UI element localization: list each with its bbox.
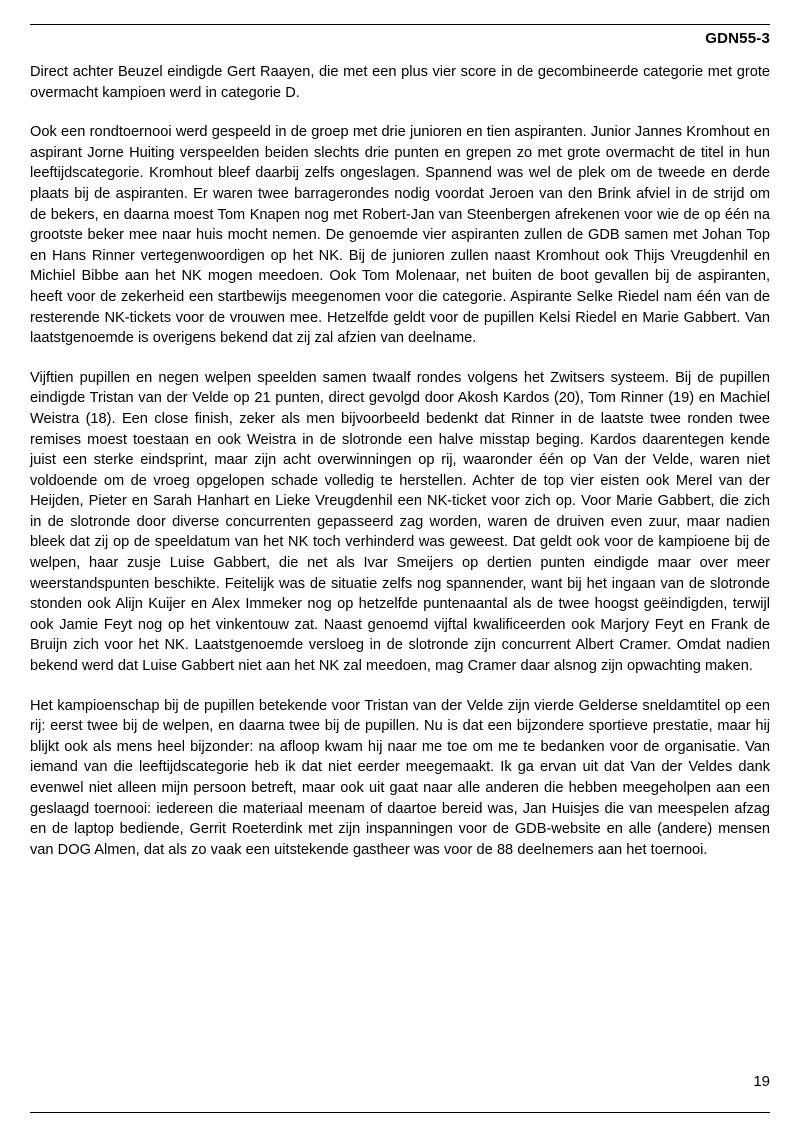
page-number: 19 — [753, 1073, 770, 1090]
header-divider — [30, 24, 770, 25]
body-paragraph: Het kampioenschap bij de pupillen betekende voor Tristan van der Velde zijn vierde Gelderse sneldamtitel op een rij: eerst twee bij de welpen, en daarna twee bij de pupillen. Nu is dat een bijzondere sportieve prestatie, maar hij blijkt ook als mens heel bijzonder: na afloop kwam hij naar me toe om me te bedanken voor de organisatie. Van iemand van die leeftijdscategorie heb ik dat niet eerder meegemaakt. Ik ga ervan uit dat Van der Veldes dank evenwel niet alleen mijn persoon betreft, maar ook uit gaat naar alle anderen die hebben meegeholpen aan een geslaagd toernooi: iedereen die materiaal meenam of daartoe bereid was, Jan Huisjes die van meespelen afzag en de laptop bediende, Gerrit Roeterdink met zijn inspanningen voor de GDB-website en alle (andere) mensen van DOG Almen, dat als zo vaak een uitstekende gastheer was voor de 88 deelnemers aan het toernooi. — [30, 697, 770, 858]
body-paragraph: Vijftien pupillen en negen welpen speelden samen twaalf rondes volgens het Zwitsers systeem. Bij de pupillen eindigde Tristan van der Velde op 21 punten, direct gevolgd door Akosh Kardos (20), Tom Rinner (19) en Machiel Weistra (18). Een close finish, zeker als men bijvoorbeeld bedenkt dat Rinner in de laatste twee ronden twee remises moest toestaan en ook Weistra in de slotronde een halve misstap beging. Kardos daarentegen kende juist een sterke eindsprint, maar zijn acht overwinningen op rij, waaronder één op Van der Velde, waren niet voldoende om de vroeg opgelopen schade volledig te herstellen. Achter de top vier eisten ook Merel van der Heijden, Pieter en Sarah Hanhart en Lieke Vreugdenhil een NK-ticket voor zich op. Voor Marie Gabbert, die zich in de slotronde door diverse concurrenten gepasseerd zag worden, waren de druiven even zuur, maar nadien bleek dat zij op de speeldatum van het NK toch verhinderd was geweest. Dat geldt ook voor de kampioene bij de welpen, haar zusje Luise Gabbert, die net als Ivar Smeijers op dertien punten eindigde maar over meer weerstandspunten beschikte. Feitelijk was de situatie zelfs nog spannender, want bij het ingaan van de slotronde stonden ook Alijn Kuijer en Alex Immeker nog op hetzelfde puntenaantal als de twee hoogst geëindigden, terwijl ook Jamie Feyt nog op het vinkentouw zat. Naast genoemd vijftal kwalificeerden ook Marjory Feyt en Frank de Bruijn zich voor het NK. Laatstgenoemde versloeg in de slotronde zijn concurrent Albert Cramer. Omdat nadien bekend werd dat Luise Gabbert niet aan het NK zal meedoen, mag Cramer daar alsnog zijn opwachting maken. — [30, 369, 770, 675]
footer-divider — [30, 1112, 770, 1113]
document-code: GDN55-3 — [705, 30, 770, 47]
document-body — [30, 62, 770, 860]
body-paragraph: Ook een rondtoernooi werd gespeeld in de groep met drie junioren en tien aspiranten. Junior Jannes Kromhout en aspirant Jorne Huiting verspeelden beiden slechts drie punten en grepen zo met grote overmacht de titel in hun leeftijdscategorie. Kromhout bleef daarbij zelfs ongeslagen. Spannend was wel de plek om de tweede en derde plaats bij de aspiranten. Er waren twee barragerondes nodig voordat Jeroen van den Brink afviel in de strijd om de bekers, en daarna moest Tom Knapen nog met Robert-Jan van Steenbergen afrekenen voor wie de op één na grootste beker mee naar huis mocht nemen. De genoemde vier aspiranten zullen de GDB samen met Johan Top en Hans Rinner vertegenwoordigen op het NK. Bij de junioren zullen naast Kromhout ook Thijs Vreugdenhil en Michiel Bibbe aan het NK mogen meedoen. Ook Tom Molenaar, net buiten de boot gevallen bij de aspiranten, heeft voor de zekerheid een startbewijs meegenomen voor die categorie. Aspirante Selke Riedel nam één van de resterende NK-tickets voor de vrouwen mee. Hetzelfde geldt voor de pupillen Kelsi Riedel en Marie Gabbert. Van laatstgenoemde is overigens bekend dat zij zal afzien van deelname. — [30, 124, 770, 347]
body-paragraph: Direct achter Beuzel eindigde Gert Raayen, die met een plus vier score in de gecombineerde categorie met grote overmacht kampioen werd in categorie D. — [30, 64, 770, 101]
